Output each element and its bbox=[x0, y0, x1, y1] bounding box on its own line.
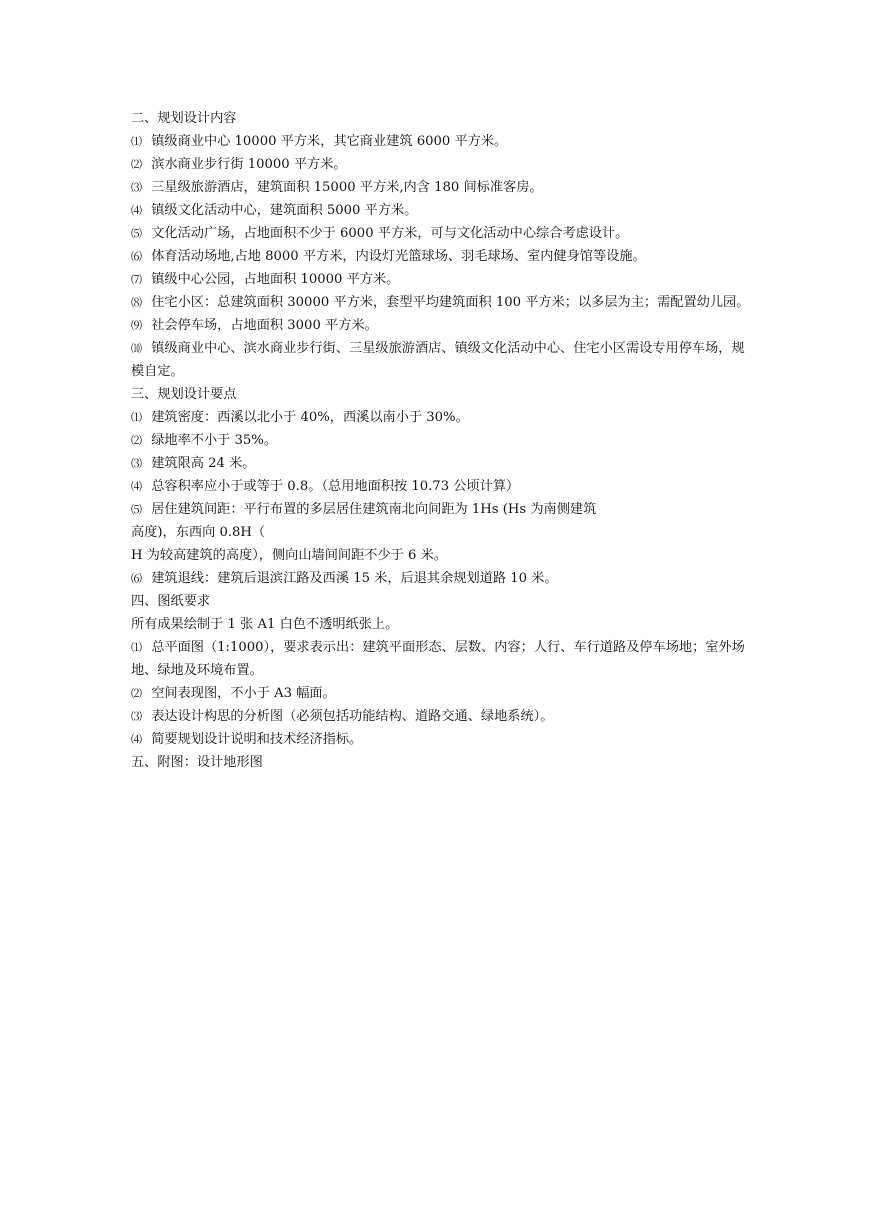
list-item: ⑶ 建筑限高 24 米。 bbox=[131, 456, 256, 471]
list-item: ⑴ 镇级商业中心 10000 平方米，其它商业建筑 6000 平方米。 bbox=[131, 134, 508, 149]
list-item: ⑷ 总容积率应小于或等于 0.8。（总用地面积按 10.73 公顷计算） bbox=[131, 479, 520, 494]
list-item: ⑶ 三星级旅游酒店，建筑面积 15000 平方米,内含 180 间标准客房。 bbox=[131, 180, 543, 195]
list-item: ⑵ 空间表现图，不小于 A3 幅面。 bbox=[131, 686, 336, 701]
document-page bbox=[131, 107, 751, 774]
list-item: ⑷ 镇级文化活动中心，建筑面积 5000 平方米。 bbox=[131, 203, 418, 218]
section-planning-content bbox=[131, 107, 751, 383]
list-item: ⑵ 绿地率不小于 35%。 bbox=[131, 433, 278, 448]
section-heading: 四、图纸要求 bbox=[131, 594, 211, 609]
section-planning-points bbox=[131, 383, 751, 590]
list-item: ⑺ 镇级中心公园，占地面积 10000 平方米。 bbox=[131, 272, 400, 287]
list-item: ⑼ 社会停车场，占地面积 3000 平方米。 bbox=[131, 318, 378, 333]
section-drawing-requirements bbox=[131, 590, 751, 751]
section-attachment bbox=[131, 751, 751, 774]
list-item: ⑸ 文化活动广场，占地面积不少于 6000 平方米，可与文化活动中心综合考虑设计。 bbox=[131, 226, 629, 241]
section-heading: 五、附图：设计地形图 bbox=[131, 755, 263, 770]
list-item: ⑽ 镇级商业中心、滨水商业步行街、三星级旅游酒店、镇级文化活动中心、住宅小区需设专用停车场，规模自定。 bbox=[131, 341, 745, 379]
list-item: ⑴ 总平面图（1:1000），要求表示出：建筑平面形态、层数、内容；人行、车行道路及停车场地；室外场地、绿地及环境布置。 bbox=[131, 640, 745, 678]
list-item: ⑹ 建筑退线：建筑后退滨江路及西溪 15 米，后退其余规划道路 10 米。 bbox=[131, 571, 558, 586]
list-item: ⑴ 建筑密度：西溪以北小于 40%，西溪以南小于 30%。 bbox=[131, 410, 469, 425]
section-heading: 三、规划设计要点 bbox=[131, 387, 237, 402]
list-item: ⑸ 居住建筑间距：平行布置的多层居住建筑南北向间距为 1Hs (Hs 为南侧建筑 bbox=[131, 502, 597, 517]
list-item: ⑹ 体育活动场地,占地 8000 平方米，内设灯光篮球场、羽毛球场、室内健身馆等设施。 bbox=[131, 249, 646, 264]
section-intro: 所有成果绘制于 1 张 A1 白色不透明纸张上。 bbox=[131, 617, 399, 632]
list-item-continuation: 高度)，东西向 0.8H（ bbox=[131, 525, 266, 540]
list-item-continuation: H 为较高建筑的高度），侧向山墙间间距不少于 6 米。 bbox=[131, 548, 447, 563]
list-item: ⑻ 住宅小区：总建筑面积 30000 平方米，套型平均建筑面积 100 平方米；以多层为主；需配置幼儿园。 bbox=[131, 295, 750, 310]
list-item: ⑵ 滨水商业步行街 10000 平方米。 bbox=[131, 157, 347, 172]
section-heading: 二、规划设计内容 bbox=[131, 111, 237, 126]
list-item: ⑶ 表达设计构思的分析图（必须包括功能结构、道路交通、绿地系统）。 bbox=[131, 709, 554, 724]
list-item: ⑷ 简要规划设计说明和技术经济指标。 bbox=[131, 732, 363, 747]
